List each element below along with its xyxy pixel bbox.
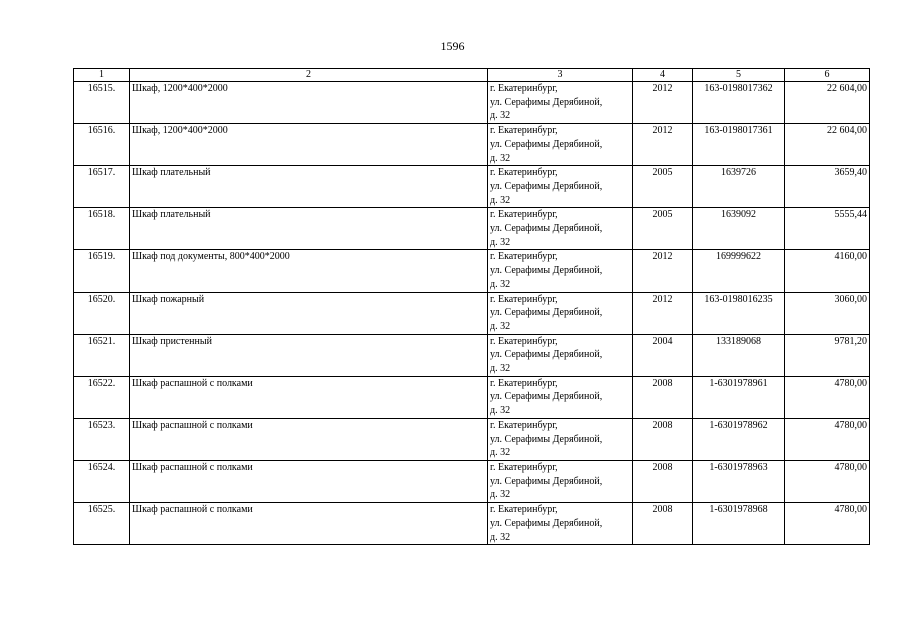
row-number: 16517. [74,166,130,208]
item-name: Шкаф распашной с полками [130,503,488,545]
item-year: 2012 [633,124,693,166]
column-header-cost: 6 [785,69,870,82]
item-cost: 4780,00 [785,503,870,545]
item-address: г. Екатеринбург, ул. Серафимы Дерябиной, д. 32 [488,124,633,166]
item-year: 2012 [633,292,693,334]
table-row [74,334,870,376]
row-number: 16525. [74,503,130,545]
row-number: 16523. [74,418,130,460]
table-row [74,166,870,208]
item-inventory-number: 163-0198017362 [693,82,785,124]
table-row [74,208,870,250]
item-address: г. Екатеринбург, ул. Серафимы Дерябиной, д. 32 [488,250,633,292]
item-year: 2012 [633,82,693,124]
item-address: г. Екатеринбург, ул. Серафимы Дерябиной, д. 32 [488,82,633,124]
column-header-inventory: 5 [693,69,785,82]
item-year: 2005 [633,166,693,208]
item-name: Шкаф распашной с полками [130,418,488,460]
item-cost: 4780,00 [785,460,870,502]
row-number: 16524. [74,460,130,502]
item-cost: 5555,44 [785,208,870,250]
item-inventory-number: 1-6301978961 [693,376,785,418]
item-year: 2005 [633,208,693,250]
item-year: 2008 [633,503,693,545]
row-number: 16518. [74,208,130,250]
column-header-number: 1 [74,69,130,82]
header-row [74,69,870,82]
table-row [74,418,870,460]
item-inventory-number: 1-6301978968 [693,503,785,545]
item-inventory-number: 1639726 [693,166,785,208]
row-number: 16522. [74,376,130,418]
column-header-address: 3 [488,69,633,82]
item-cost: 4780,00 [785,418,870,460]
row-number: 16521. [74,334,130,376]
item-inventory-number: 169999622 [693,250,785,292]
item-address: г. Екатеринбург, ул. Серафимы Дерябиной, д. 32 [488,208,633,250]
item-cost: 4780,00 [785,376,870,418]
item-cost: 4160,00 [785,250,870,292]
item-address: г. Екатеринбург, ул. Серафимы Дерябиной, д. 32 [488,460,633,502]
item-inventory-number: 1-6301978963 [693,460,785,502]
table-row [74,124,870,166]
item-cost: 22 604,00 [785,124,870,166]
item-name: Шкаф пристенный [130,334,488,376]
property-registry-table [73,68,870,545]
item-year: 2012 [633,250,693,292]
table-row [74,292,870,334]
table-header [74,69,870,82]
item-address: г. Екатеринбург, ул. Серафимы Дерябиной, д. 32 [488,418,633,460]
item-address: г. Екатеринбург, ул. Серафимы Дерябиной, д. 32 [488,503,633,545]
item-name: Шкаф, 1200*400*2000 [130,124,488,166]
table-row [74,250,870,292]
item-cost: 9781,20 [785,334,870,376]
table-row [74,82,870,124]
item-inventory-number: 163-0198016235 [693,292,785,334]
page-number: 1596 [440,39,465,53]
table-row [74,460,870,502]
item-name: Шкаф плательный [130,166,488,208]
row-number: 16516. [74,124,130,166]
item-cost: 22 604,00 [785,82,870,124]
table-row [74,503,870,545]
item-cost: 3060,00 [785,292,870,334]
item-address: г. Екатеринбург, ул. Серафимы Дерябиной, д. 32 [488,166,633,208]
item-address: г. Екатеринбург, ул. Серафимы Дерябиной, д. 32 [488,334,633,376]
table-body [74,82,870,545]
item-name: Шкаф, 1200*400*2000 [130,82,488,124]
row-number: 16519. [74,250,130,292]
item-name: Шкаф под документы, 800*400*2000 [130,250,488,292]
item-year: 2004 [633,334,693,376]
item-inventory-number: 1639092 [693,208,785,250]
row-number: 16515. [74,82,130,124]
table-row [74,376,870,418]
item-address: г. Екатеринбург, ул. Серафимы Дерябиной, д. 32 [488,376,633,418]
item-address: г. Екатеринбург, ул. Серафимы Дерябиной, д. 32 [488,292,633,334]
column-header-year: 4 [633,69,693,82]
item-inventory-number: 163-0198017361 [693,124,785,166]
item-name: Шкаф распашной с полками [130,376,488,418]
row-number: 16520. [74,292,130,334]
item-name: Шкаф распашной с полками [130,460,488,502]
item-year: 2008 [633,376,693,418]
item-year: 2008 [633,460,693,502]
item-inventory-number: 133189068 [693,334,785,376]
item-name: Шкаф плательный [130,208,488,250]
item-year: 2008 [633,418,693,460]
item-inventory-number: 1-6301978962 [693,418,785,460]
column-header-name: 2 [130,69,488,82]
item-name: Шкаф пожарный [130,292,488,334]
item-cost: 3659,40 [785,166,870,208]
